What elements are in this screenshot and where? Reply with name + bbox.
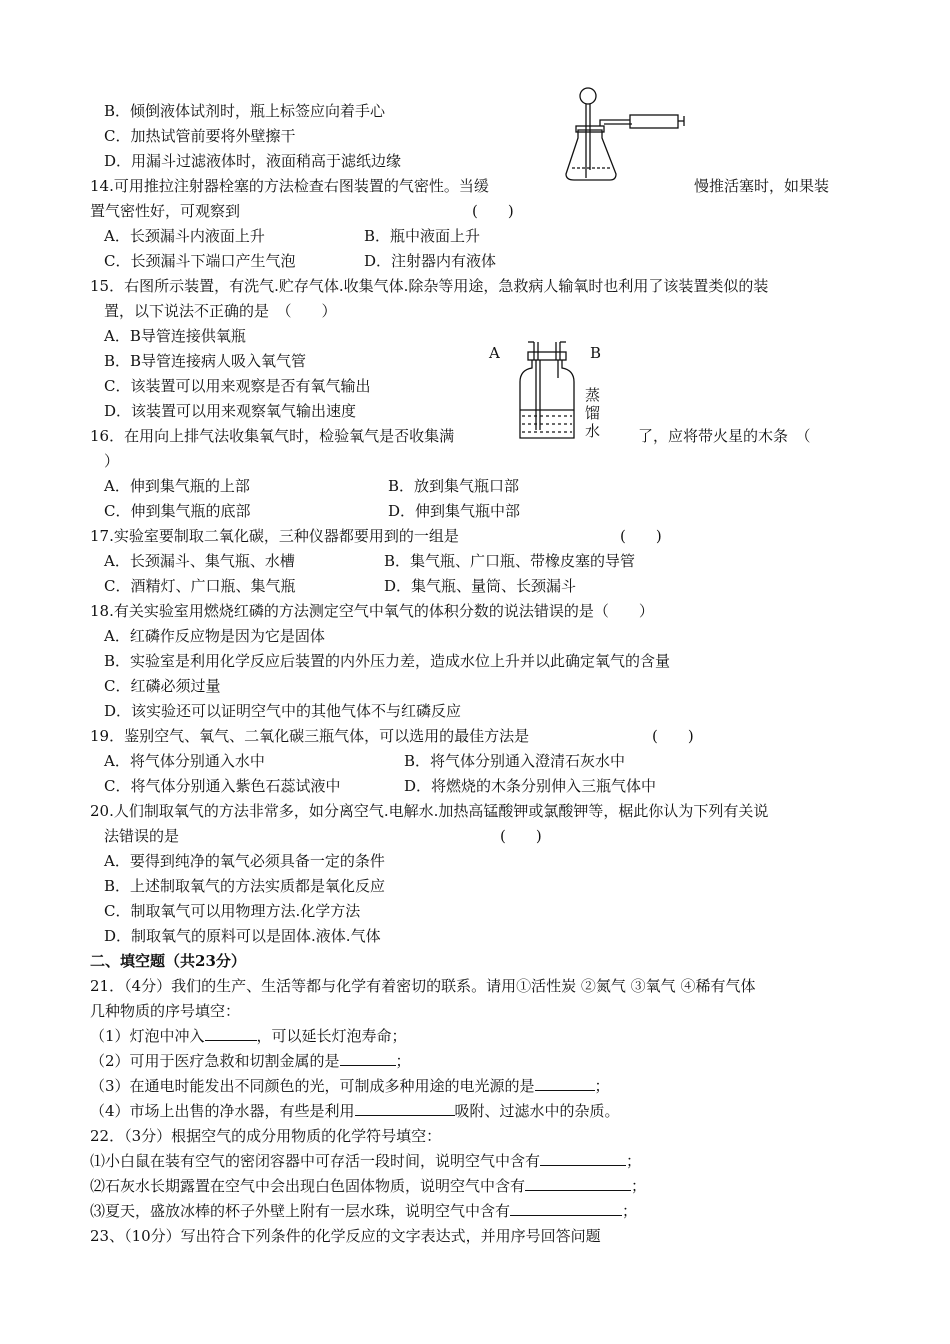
q14-stem-part1b: 慢推活塞时，如果装 <box>694 177 830 195</box>
q16-option-c: C．伸到集气瓶的底部 <box>104 502 251 520</box>
q22-blank-3[interactable] <box>510 1201 622 1216</box>
q21-stem-part1: 21．（4分）我们的生产、生活等都与化学有着密切的联系。请用①活性炭 ②氮气 ③氧气 ④稀有气体 <box>90 977 756 995</box>
q17-option-b: B．集气瓶、广口瓶、带橡皮塞的导管 <box>384 552 636 570</box>
q21-blank-2[interactable] <box>340 1051 396 1066</box>
q18-option-a: A．红磷作反应物是因为它是固体 <box>104 627 325 645</box>
q19-option-b: B．将气体分别通入澄清石灰水中 <box>404 752 626 770</box>
q20-option-c: C．制取氧气可以用物理方法.化学方法 <box>104 902 361 920</box>
q20-option-a: A．要得到纯净的氧气必须具备一定的条件 <box>104 852 385 870</box>
q13-option-d: D．用漏斗过滤液体时，液面稍高于滤纸边缘 <box>104 152 402 170</box>
q20-answer-paren: ( ) <box>500 827 542 845</box>
q23-stem: 23、（10分）写出符合下列条件的化学反应的文字表达式，并用序号回答问题 <box>90 1227 601 1245</box>
q21-sub3: （3）在通电时能发出不同颜色的光，可制成多种用途的电光源的是 ； <box>90 1077 610 1095</box>
q21-sub2: （2）可用于医疗急救和切割金属的是 ； <box>90 1052 411 1070</box>
q15-option-b: B．B导管连接病人吸入氧气管 <box>104 352 307 370</box>
q14-stem-part1: 14.可用推拉注射器栓塞的方法检查右图装置的气密性。当缓 <box>90 177 489 195</box>
q15-option-d: D．该装置可以用来观察氧气输出速度 <box>104 402 357 420</box>
q14-option-d: D．注射器内有液体 <box>364 252 497 270</box>
q21-sub1: （1）灯泡中冲入 ，可以延长灯泡寿命； <box>90 1027 407 1045</box>
q17-option-d: D．集气瓶、量筒、长颈漏斗 <box>384 577 577 595</box>
q15-stem-part1: 15．右图所示装置，有洗气.贮存气体.收集气体.除杂等用途，急救病人输氧时也利用了该装置类似的装 <box>90 277 769 295</box>
q22-stem: 22．（3分）根据空气的成分用物质的化学符号填空： <box>90 1127 442 1145</box>
q20-option-b: B．上述制取氧气的方法实质都是氧化反应 <box>104 877 386 895</box>
q17-option-c: C．酒精灯、广口瓶、集气瓶 <box>104 577 296 595</box>
q15-option-c: C．该装置可以用来观察是否有氧气输出 <box>104 377 371 395</box>
q17-answer-paren: ( ) <box>620 527 662 545</box>
q16-option-b: B．放到集气瓶口部 <box>388 477 520 495</box>
q20-stem-part2: 法错误的是 <box>104 827 180 845</box>
q14-option-a: A．长颈漏斗内液面上升 <box>104 227 265 245</box>
figure-label-b: B <box>590 344 602 362</box>
q21-sub4: （4）市场上出售的净水器，有些是利用 吸附、过滤水中的杂质。 <box>90 1102 620 1120</box>
q21-blank-4[interactable] <box>355 1101 455 1116</box>
q16-stem-part2: ） <box>104 452 120 470</box>
q17-stem: 17.实验室要制取二氧化碳，三种仪器都要用到的一组是 <box>90 527 459 545</box>
q14-stem-part2: 置气密性好，可观察到 <box>90 202 241 220</box>
figure-label-distilled-water: 蒸馏水 <box>585 386 601 440</box>
q13-option-c: C．加热试管前要将外壁擦干 <box>104 127 296 145</box>
q21-blank-3[interactable] <box>535 1076 595 1091</box>
q15-option-a: A．B导管连接供氧瓶 <box>104 327 246 345</box>
q13-option-b: B．倾倒液体试剂时，瓶上标签应向着手心 <box>104 102 386 120</box>
q22-sub2: ⑵石灰水长期露置在空气中会出现白色固体物质，说明空气中含有 ； <box>90 1177 647 1195</box>
section-heading-fill-in: 二、填空题（共23分） <box>90 952 246 970</box>
gas-bottle-figure <box>512 338 582 442</box>
q22-blank-1[interactable] <box>540 1151 626 1166</box>
q16-stem-part1b: 了，应将带火星的木条 （ <box>638 427 811 445</box>
q16-stem-part1: 16．在用向上排气法收集氧气时，检验氧气是否收集满 <box>90 427 455 445</box>
q18-option-d: D．该实验还可以证明空气中的其他气体不与红磷反应 <box>104 702 462 720</box>
q19-option-d: D．将燃烧的木条分别伸入三瓶气体中 <box>404 777 657 795</box>
q21-blank-1[interactable] <box>205 1026 257 1041</box>
q22-sub3: ⑶夏天，盛放冰棒的杯子外壁上附有一层水珠，说明空气中含有 ； <box>90 1202 638 1220</box>
q17-option-a: A．长颈漏斗、集气瓶、水槽 <box>104 552 295 570</box>
q19-option-c: C．将气体分别通入紫色石蕊试液中 <box>104 777 341 795</box>
q15-stem-part2: 置，以下说法不正确的是 （ ） <box>104 302 337 320</box>
q20-option-d: D．制取氧气的原料可以是固体.液体.气体 <box>104 927 381 945</box>
q20-stem-part1: 20.人们制取氧气的方法非常多，如分离空气.电解水.加热高锰酸钾或氯酸钾等，椐此你认为下列有关说 <box>90 802 769 820</box>
q16-option-a: A．伸到集气瓶的上部 <box>104 477 250 495</box>
q19-answer-paren: ( ) <box>652 727 694 745</box>
q21-stem-part2: 几种物质的序号填空： <box>90 1002 241 1020</box>
figure-label-a: A <box>489 344 500 362</box>
flask-syringe-figure <box>560 86 692 186</box>
q14-answer-paren: ( ) <box>472 202 514 220</box>
q18-option-b: B．实验室是利用化学反应后装置的内外压力差，造成水位上升并以此确定氧气的含量 <box>104 652 671 670</box>
q18-stem: 18.有关实验室用燃烧红磷的方法测定空气中氧气的体积分数的说法错误的是（ ） <box>90 602 654 620</box>
q19-option-a: A．将气体分别通入水中 <box>104 752 265 770</box>
q22-sub1: ⑴小白鼠在装有空气的密闭容器中可存活一段时间，说明空气中含有 ； <box>90 1152 642 1170</box>
q14-option-b: B．瓶中液面上升 <box>364 227 481 245</box>
q22-blank-2[interactable] <box>525 1176 631 1191</box>
q16-option-d: D．伸到集气瓶中部 <box>388 502 521 520</box>
q18-option-c: C．红磷必须过量 <box>104 677 221 695</box>
q14-option-c: C．长颈漏斗下端口产生气泡 <box>104 252 296 270</box>
q19-stem: 19．鉴别空气、氧气、二氧化碳三瓶气体，可以选用的最佳方法是 <box>90 727 530 745</box>
